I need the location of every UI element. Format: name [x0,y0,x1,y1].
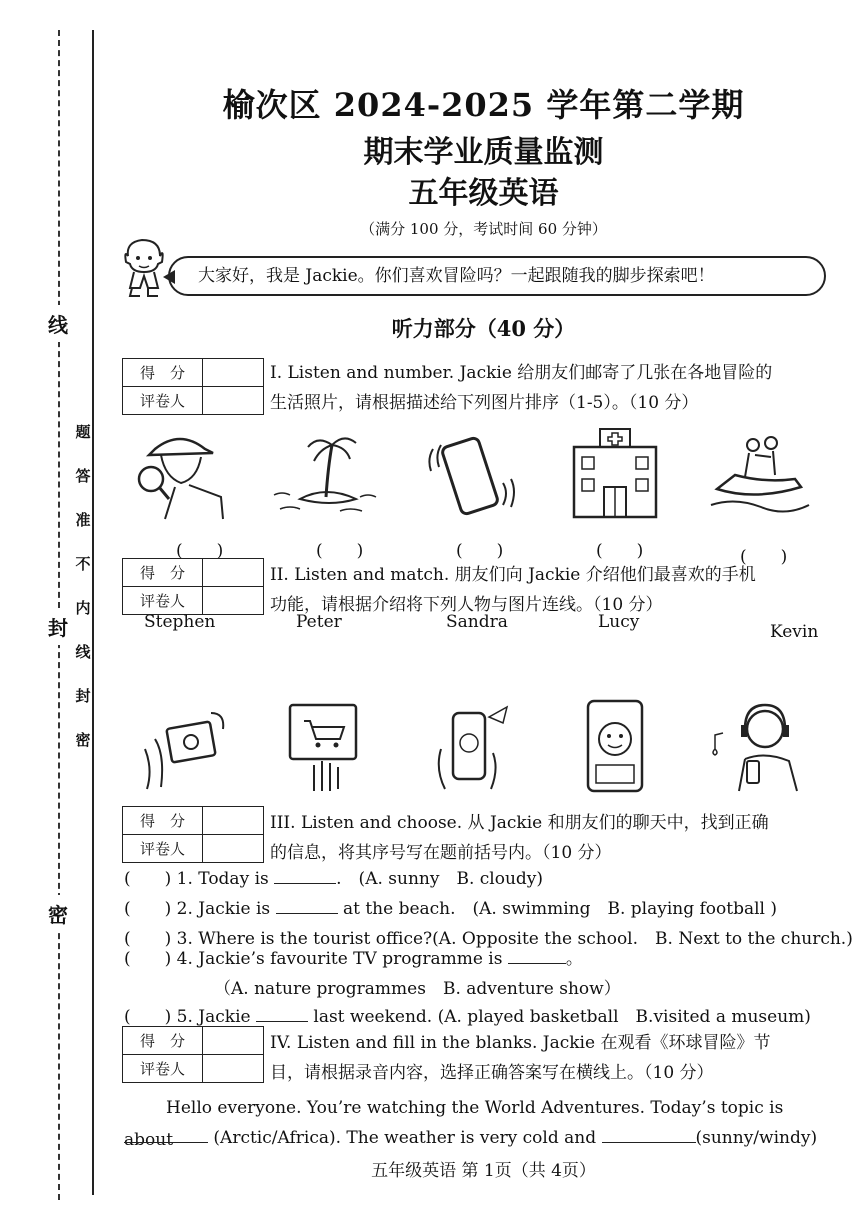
q3-item-4 [124,944,583,969]
q4-paragraph-line1: Hello everyone. You’re watching the World Adventures. Today’s topic is about [124,1098,784,1150]
margin-note-char: 密 [75,731,91,749]
q2-name-lucy: Lucy [598,612,640,632]
q3-item-text: 3. Where is the tourist office?(A. Opposite the school. B. Next to the church.) [176,929,853,949]
q3-item-options: . (A. sunny B. cloudy) [336,869,544,889]
score-box-q3 [122,806,264,863]
q4-paragraph-line2 [124,1122,830,1154]
q1-paren-2[interactable]: ( ) [316,541,364,561]
margin-note-char: 准 [75,511,91,529]
answer-blank[interactable] [602,1142,696,1143]
message-icon [410,696,530,796]
q3-line1: III. Listen and choose. 从 Jackie 和朋友们的聊天中，找到正确 [270,813,769,833]
answer-blank[interactable] [508,963,566,964]
q2-name-kevin: Kevin [770,622,819,642]
margin-word-mi: 密 [48,895,68,932]
answer-blank[interactable] [124,1142,208,1143]
answer-paren[interactable]: ( ) [124,869,172,889]
jetski-icon [700,424,820,524]
score-box-q1 [122,358,264,415]
answer-paren[interactable]: ( ) [124,949,172,969]
score-label: 得 分 [123,559,203,587]
exam-subject: 五年级英语 [408,176,559,211]
grader-cell[interactable] [203,1055,264,1083]
score-label: 得 分 [123,807,203,835]
score-cell[interactable] [203,1027,264,1055]
q2-line1: II. Listen and match. 朋友们向 Jackie 介绍他们最喜欢的手机 [270,565,756,585]
margin-note-char: 答 [75,467,91,485]
q3-item-5 [124,1002,811,1027]
answer-blank[interactable] [274,883,336,884]
score-box-q4 [122,1026,264,1083]
margin-note-char: 内 [75,599,91,617]
explorer-icon [120,424,240,524]
phone-icon [410,424,530,524]
grader-label: 评卷人 [123,387,203,415]
q2-name-sandra: Sandra [446,612,508,632]
q2-pictures [120,696,820,796]
q3-item-options: last weekend. (A. played basketball B.visited a museum) [313,1007,811,1027]
page-footer: 五年级英语 第 1页（共 4页） [371,1161,596,1181]
score-cell[interactable] [203,807,264,835]
margin-note-char: 不 [75,555,91,573]
grader-cell[interactable] [203,387,264,415]
q4-options: (sunny/windy) [695,1128,818,1148]
q1-paren-1[interactable]: ( ) [176,541,224,561]
margin-note-char: 线 [75,643,91,661]
q3-item-options: at the beach. (A. swimming B. playing football ) [342,899,778,919]
q3-instructions [270,808,830,868]
answer-paren[interactable]: ( ) [124,899,172,919]
q4-line1: IV. Listen and fill in the blanks. Jackie 在观看《环球冒险》节 [270,1033,771,1053]
exam-info: （满分 100 分，考试时间 60 分钟） [360,220,607,238]
jackie-mascot-icon [120,236,168,298]
shopping-icon [265,696,385,796]
q2-name-peter: Peter [296,612,342,632]
q3-item-text: 1. Today is [176,869,269,889]
q4-line2: 目，请根据录音内容，选择正确答案写在横线上。（10 分） [270,1063,714,1083]
q1-paren-3[interactable]: ( ) [456,541,504,561]
q2-name-stephen: Stephen [144,612,216,632]
score-box-q2 [122,558,264,615]
grader-label: 评卷人 [123,587,203,615]
q3-item-1 [124,864,543,889]
margin-word-xian: 线 [48,305,68,342]
binding-solid-line [92,30,94,1195]
q3-item-text: 4. Jackie’s favourite TV programme is [176,949,503,969]
q1-instructions [270,358,830,418]
q2-line2: 功能，请根据介绍将下列人物与图片连线。（10 分） [270,595,663,615]
q4-text: (Arctic/Africa). The weather is very cold and [213,1128,597,1148]
score-cell[interactable] [203,559,264,587]
music-icon [700,696,820,796]
grader-label: 评卷人 [123,1055,203,1083]
grader-cell[interactable] [203,587,264,615]
margin-note [75,410,91,762]
q1-line2: 生活照片，请根据描述给下列图片排序（1-5）。（10 分） [270,393,699,413]
island-icon [265,424,385,524]
margin-word-feng: 封 [48,608,68,645]
listening-section-heading: 听力部分（40 分） [391,316,576,341]
answer-paren[interactable]: ( ) [124,929,172,949]
photo-icon [555,696,675,796]
q3-item-text: 2. Jackie is [176,899,271,919]
exam-title: 榆次区 2024-2025 学年第二学期 [222,86,745,124]
q1-paren-5[interactable]: ( ) [740,547,788,567]
q3-line2: 的信息，将其序号写在题前括号内。（10 分） [270,843,612,863]
score-cell[interactable] [203,359,264,387]
answer-paren[interactable]: ( ) [124,1007,172,1027]
camera-icon [120,696,240,796]
score-label: 得 分 [123,359,203,387]
q1-line1: I. Listen and number. Jackie 给朋友们邮寄了几张在各地冒险的 [270,363,773,383]
q4-instructions [270,1028,830,1088]
hospital-icon [555,424,675,524]
q3-item-4-options: （A. nature programmes B. adventure show） [214,979,621,999]
margin-note-char: 封 [75,687,91,705]
answer-blank[interactable] [256,1021,308,1022]
grader-cell[interactable] [203,835,264,863]
q1-paren-4[interactable]: ( ) [596,541,644,561]
margin-note-char: 题 [75,423,91,441]
answer-blank[interactable] [276,913,338,914]
exam-subtitle: 期末学业质量监测 [363,135,604,170]
q2-instructions [270,560,830,620]
q3-item-options: 。 [565,949,583,969]
q1-pictures [120,424,820,524]
q3-item-text: 5. Jackie [176,1007,251,1027]
score-label: 得 分 [123,1027,203,1055]
intro-speech-bubble: 大家好，我是 Jackie。你们喜欢冒险吗？一起跟随我的脚步探索吧！ [168,256,826,296]
grader-label: 评卷人 [123,835,203,863]
q3-item-2 [124,894,777,919]
